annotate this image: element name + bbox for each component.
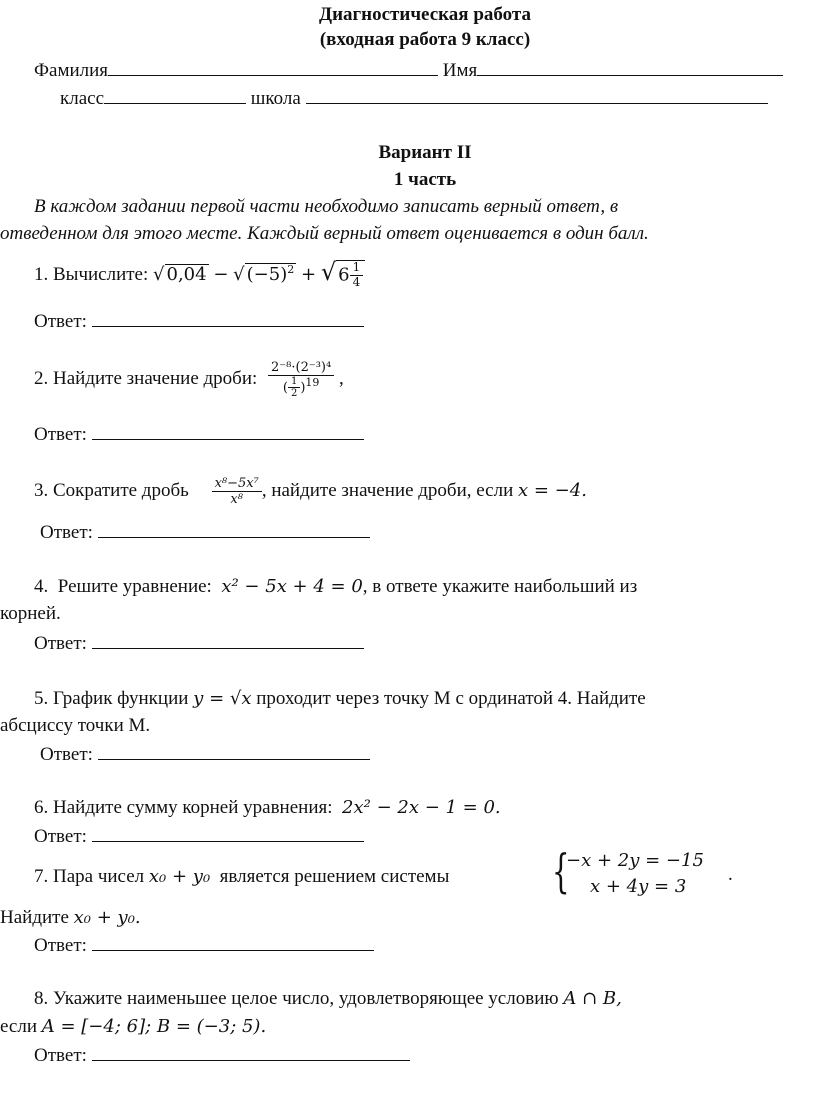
inner-num: 1 — [288, 376, 300, 388]
task-tail: . — [728, 864, 733, 885]
answer-row-8 — [34, 1044, 410, 1067]
exponent: 2 — [287, 263, 295, 276]
answer-label: Ответ: — [40, 522, 93, 543]
sqrt-expr-3 — [336, 260, 365, 290]
task-pair: x₀ + y₀ — [148, 866, 211, 887]
task-condition: x = −4. — [518, 479, 587, 501]
minus-sign: − — [213, 264, 229, 285]
answer-field-6[interactable] — [92, 825, 364, 842]
school-label: школа — [250, 88, 301, 109]
answer-label: Ответ: — [34, 1045, 87, 1066]
system-eq-1: −x + 2y = −15 — [566, 850, 704, 871]
instructions-line-2: отведенном для этого месте. Каждый верный ответ оценивается в один балл. — [0, 223, 649, 244]
answer-row-1 — [34, 310, 364, 333]
school-field[interactable] — [306, 87, 768, 104]
class-field[interactable] — [104, 87, 246, 104]
surname-field[interactable] — [108, 59, 438, 76]
answer-label: Ответ: — [34, 935, 87, 956]
task-text: Вычислите: — [53, 264, 149, 285]
task-7-line-2 — [0, 907, 141, 929]
exponent: 19 — [305, 376, 320, 389]
answer-row-3 — [40, 521, 370, 544]
doc-title: Диагностическая работа — [319, 4, 531, 25]
task-5-line-2: абсциссу точки М. — [0, 715, 151, 736]
task-text: Найдите — [0, 907, 69, 928]
system-eq-2: x + 4y = 3 — [590, 876, 687, 897]
sqrt-sign-icon: √ — [153, 264, 165, 285]
task-tail: , — [338, 368, 344, 390]
task-3 — [34, 476, 587, 507]
brace-icon: { — [552, 844, 570, 898]
answer-row-5 — [40, 743, 370, 766]
doc-subtitle: (входная работа 9 класс) — [319, 29, 531, 50]
mixed-fraction — [350, 261, 364, 290]
task-equation: 2x² − 2x − 1 = 0. — [342, 797, 501, 818]
frac-num: 1 — [350, 261, 364, 276]
task-text: если — [0, 1016, 37, 1037]
variant-title: Вариант II — [378, 142, 472, 163]
task-number: 5. — [34, 688, 49, 709]
task-text: Сократите дробь — [53, 479, 189, 501]
answer-field-3[interactable] — [98, 521, 370, 538]
plus-sign: + — [301, 264, 317, 285]
task-text-mid: является решением системы — [219, 866, 450, 887]
task-1 — [34, 258, 365, 289]
answer-row-7 — [34, 934, 374, 957]
answer-label: Ответ: — [34, 633, 87, 654]
frac-den: ( $\frac{1}{2}$ )$^{19}$ — [282, 376, 320, 400]
task-equation: x² − 5x + 4 = 0 — [221, 576, 363, 597]
mixed-whole: 6 — [338, 264, 350, 285]
task-7 — [34, 866, 449, 888]
answer-field-1[interactable] — [92, 310, 364, 327]
class-row — [60, 87, 768, 110]
sqrt-sign-icon: √ — [233, 264, 245, 285]
sqrt-expr-2 — [245, 263, 297, 286]
answer-row-4 — [34, 632, 364, 655]
answer-row-6 — [34, 825, 364, 848]
answer-field-4[interactable] — [92, 632, 364, 649]
name-label: Имя — [442, 60, 478, 81]
frac-num: 2⁻⁸·(2⁻³)⁴ — [268, 360, 334, 376]
instructions-line-1: В каждом задании первой части необходимо записать верный ответ, в — [34, 196, 619, 217]
task-text: Укажите наименьшее целое число, удовлетворяющее условию — [53, 988, 559, 1009]
task-tail: , найдите значение дроби, если — [261, 479, 514, 501]
fraction-2 — [268, 360, 334, 399]
task-4-line-2: корней. — [0, 603, 61, 624]
part-title: 1 часть — [393, 169, 457, 190]
answer-field-2[interactable] — [92, 423, 364, 440]
task-pair: x₀ + y₀. — [73, 907, 141, 928]
task-number: 6. — [34, 797, 49, 818]
answer-field-8[interactable] — [92, 1044, 410, 1061]
task-8 — [34, 988, 622, 1010]
task-text: Найдите значение дроби: — [53, 368, 258, 390]
frac-num: x⁸−5x⁷ — [212, 476, 262, 492]
answer-label: Ответ: — [34, 826, 87, 847]
task-6 — [34, 797, 501, 819]
task-number: 7. — [34, 866, 49, 887]
inner-den: 2 — [290, 388, 298, 400]
task-condition: A ∩ B, — [563, 988, 622, 1009]
answer-label: Ответ: — [40, 744, 93, 765]
task-number: 4. — [34, 576, 49, 597]
frac-den: x⁸ — [230, 492, 243, 507]
task-tail: , в ответе укажите наибольший из — [362, 576, 638, 597]
task-4 — [34, 576, 637, 598]
answer-label: Ответ: — [34, 311, 87, 332]
task-2 — [34, 360, 344, 399]
sqrt-sign-icon: √ — [320, 258, 337, 286]
task-tail: проходит через точку М с ординатой 4. Найдите — [256, 688, 646, 709]
task-number: 3. — [34, 479, 49, 501]
class-label: класс — [60, 88, 105, 109]
surname-row — [34, 59, 783, 82]
task-text: График функции — [53, 688, 189, 709]
task-function: y = √x — [193, 688, 252, 709]
task-number: 8. — [34, 988, 49, 1009]
task-8-line-2 — [0, 1016, 266, 1038]
task-sets: A = [−4; 6]; B = (−3; 5). — [41, 1016, 267, 1037]
answer-row-2 — [34, 423, 364, 446]
task-text: Пара чисел — [53, 866, 145, 887]
inner-fraction — [288, 376, 300, 399]
answer-field-5[interactable] — [98, 743, 370, 760]
answer-field-7[interactable] — [92, 934, 374, 951]
task-5 — [34, 688, 646, 710]
fraction-3 — [212, 476, 262, 507]
sqrt-base: (−5) — [246, 264, 288, 285]
name-field[interactable] — [477, 59, 783, 76]
answer-label: Ответ: — [34, 424, 87, 445]
task-number: 2. — [34, 368, 49, 390]
task-number: 1. — [34, 264, 49, 285]
frac-den: 4 — [352, 274, 361, 289]
task-text: Найдите сумму корней уравнения: — [53, 797, 333, 818]
surname-label: Фамилия — [34, 60, 109, 81]
sqrt-expr-1: 0,04 — [166, 264, 207, 285]
task-text: Решите уравнение: — [57, 576, 212, 597]
